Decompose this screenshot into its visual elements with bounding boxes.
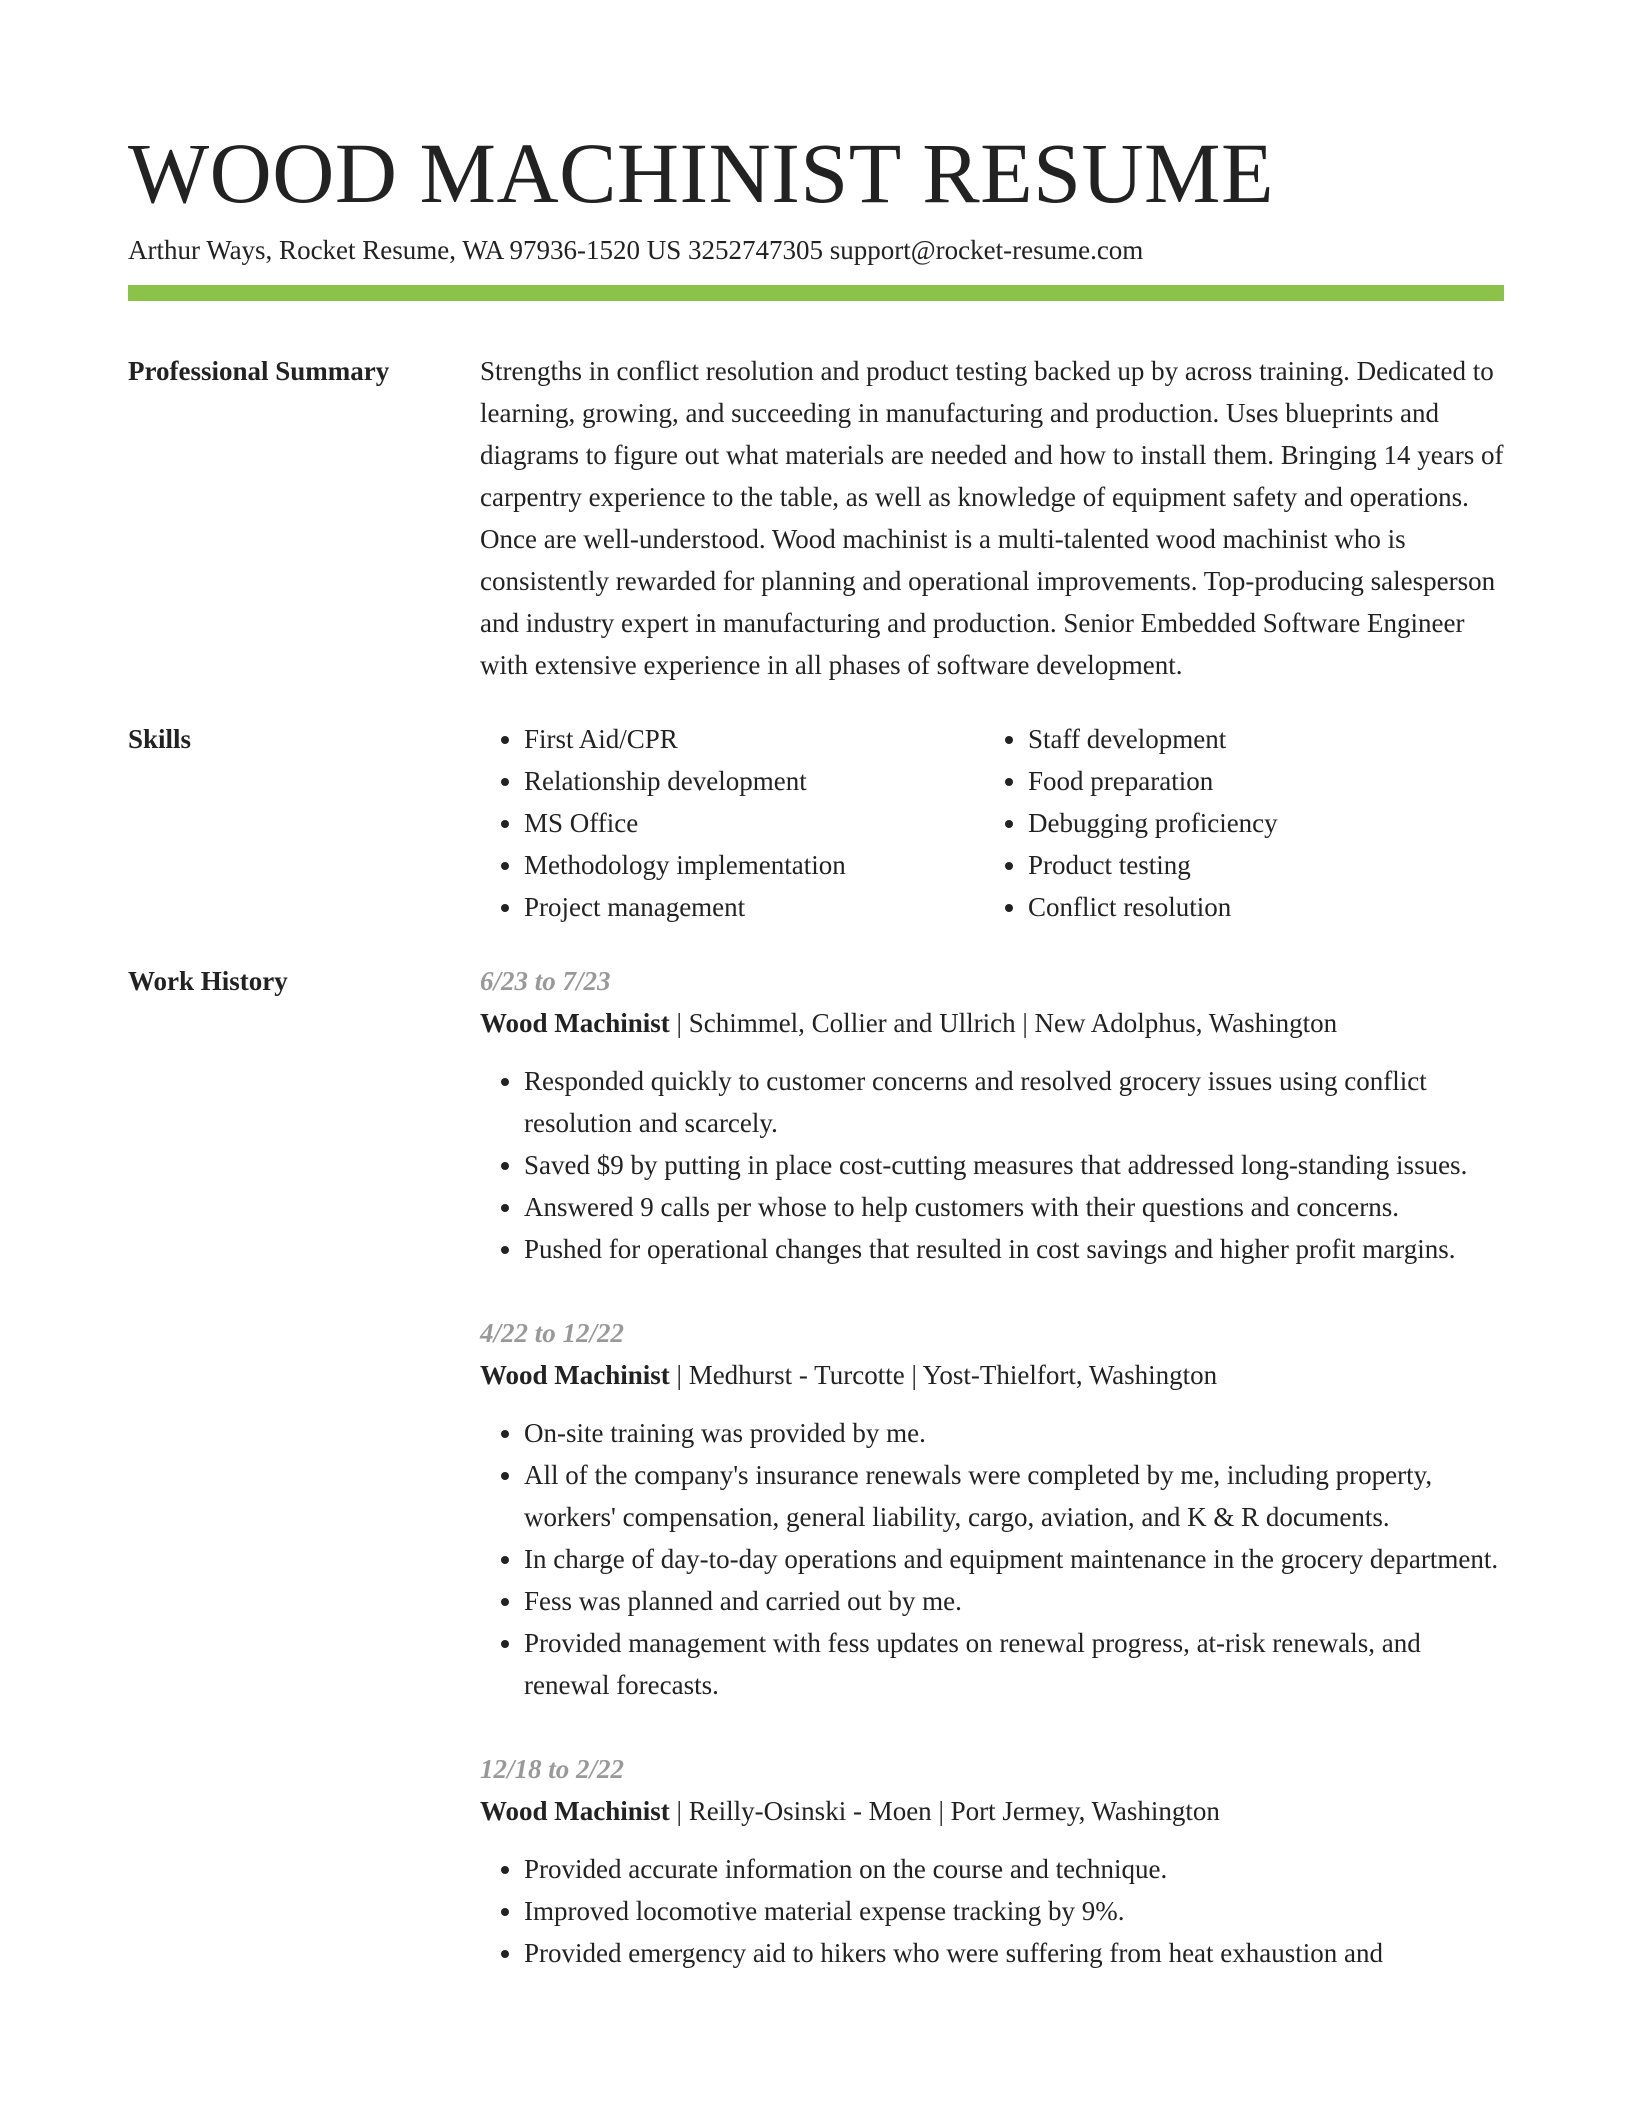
job-entry bbox=[480, 960, 1504, 1270]
resume-sections bbox=[128, 350, 1504, 2048]
section-work-history bbox=[128, 960, 1504, 2016]
resume-page bbox=[128, 0, 1504, 2112]
section-professional-summary bbox=[128, 350, 1504, 686]
job-title: Wood Machinist bbox=[480, 1360, 670, 1390]
job-bullet: • Saved $9 by putting in place cost-cutting measures that addressed long-standing issues. bbox=[524, 1144, 1504, 1186]
summary-body bbox=[480, 350, 1504, 686]
job-heading: Wood Machinist | Medhurst - Turcotte | Yost-Thielfort, Washington bbox=[480, 1360, 1218, 1390]
job-bullet: • In charge of day-to-day operations and equipment maintenance in the grocery department. bbox=[524, 1538, 1504, 1580]
resume-title: WOOD MACHINIST RESUME bbox=[128, 125, 1275, 221]
job-location: Port Jermey, Washington bbox=[950, 1796, 1220, 1826]
job-dates: 12/18 to 2/22 bbox=[480, 1754, 625, 1784]
job-bullet: • Pushed for operational changes that resulted in cost savings and higher profit margins. bbox=[524, 1228, 1504, 1270]
job-bullet: • Answered 9 calls per whose to help customers with their questions and concerns. bbox=[524, 1186, 1504, 1228]
job-dates: 4/22 to 12/22 bbox=[480, 1318, 625, 1348]
job-bullets bbox=[480, 1412, 1504, 1706]
job-bullets bbox=[480, 1060, 1504, 1270]
skill-item: • Staff development bbox=[1028, 718, 1488, 760]
job-heading: Wood Machinist | Schimmel, Collier and Ullrich | New Adolphus, Washington bbox=[480, 1008, 1338, 1038]
skill-item: • Food preparation bbox=[1028, 760, 1488, 802]
skills-grid bbox=[480, 718, 1504, 928]
job-dates: 6/23 to 7/23 bbox=[480, 966, 611, 996]
contact-line: Arthur Ways, Rocket Resume, WA 97936-1520 US 3252747305 support@rocket-resume.com bbox=[128, 235, 1144, 265]
section-label-summary: Professional Summary bbox=[128, 356, 390, 386]
job-entry bbox=[480, 1312, 1504, 1706]
job-bullets bbox=[480, 1848, 1504, 1974]
skill-item: • Relationship development bbox=[524, 760, 984, 802]
skill-item: • Project management bbox=[524, 886, 984, 928]
job-location: New Adolphus, Washington bbox=[1034, 1008, 1338, 1038]
skills-column-right bbox=[984, 718, 1488, 928]
skills-column-left bbox=[480, 718, 984, 928]
job-company: Schimmel, Collier and Ullrich bbox=[688, 1008, 1016, 1038]
job-bullet: • Provided accurate information on the course and technique. bbox=[524, 1848, 1504, 1890]
job-company: Reilly-Osinski - Moen bbox=[688, 1796, 932, 1826]
section-label-skills: Skills bbox=[128, 724, 192, 754]
job-bullet: • Fess was planned and carried out by me. bbox=[524, 1580, 1504, 1622]
summary-text: Strengths in conflict resolution and product testing backed up by across training. Dedicated to learning, growing, and succeeding in manufacturing and production. Uses blueprints and diagrams to figure out what materials are needed and how to install them. Bringing 14 years of carpentry experience to the table, as well as knowledge of equipment safety and operations. Once are well-understood. Wood machinist is a multi-talented wood machinist who is consistently rewarded for planning and operational improvements. Top-producing salesperson and industry expert in manufacturing and production. Senior Embedded Software Engineer with extensive experience in all phases of software development. bbox=[480, 356, 1504, 680]
job-bullet: • Provided management with fess updates on renewal progress, at-risk renewals, and renewal forecasts. bbox=[524, 1622, 1504, 1706]
job-bullet: • Improved locomotive material expense tracking by 9%. bbox=[524, 1890, 1504, 1932]
job-location: Yost-Thielfort, Washington bbox=[922, 1360, 1218, 1390]
header-divider bbox=[128, 285, 1504, 301]
job-entry bbox=[480, 1748, 1504, 1974]
section-skills bbox=[128, 718, 1504, 928]
job-title: Wood Machinist bbox=[480, 1796, 670, 1826]
job-bullet: • Responded quickly to customer concerns and resolved grocery issues using conflict resolution and scarcely. bbox=[524, 1060, 1504, 1144]
skill-item: • Debugging proficiency bbox=[1028, 802, 1488, 844]
skill-item: • Conflict resolution bbox=[1028, 886, 1488, 928]
job-title: Wood Machinist bbox=[480, 1008, 670, 1038]
skill-item: • First Aid/CPR bbox=[524, 718, 984, 760]
job-bullet: • Provided emergency aid to hikers who were suffering from heat exhaustion and bbox=[524, 1932, 1504, 1974]
job-company: Medhurst - Turcotte bbox=[688, 1360, 905, 1390]
skills-body bbox=[480, 718, 1504, 928]
skill-item: • Product testing bbox=[1028, 844, 1488, 886]
job-heading: Wood Machinist | Reilly-Osinski - Moen | Port Jermey, Washington bbox=[480, 1796, 1220, 1826]
skill-item: • MS Office bbox=[524, 802, 984, 844]
section-label-work-history: Work History bbox=[128, 966, 288, 996]
job-bullet: • All of the company's insurance renewals were completed by me, including property, workers' compensation, general liability, cargo, aviation, and K & R documents. bbox=[524, 1454, 1504, 1538]
work-history-body bbox=[480, 960, 1504, 2016]
job-bullet: • On-site training was provided by me. bbox=[524, 1412, 1504, 1454]
skill-item: • Methodology implementation bbox=[524, 844, 984, 886]
